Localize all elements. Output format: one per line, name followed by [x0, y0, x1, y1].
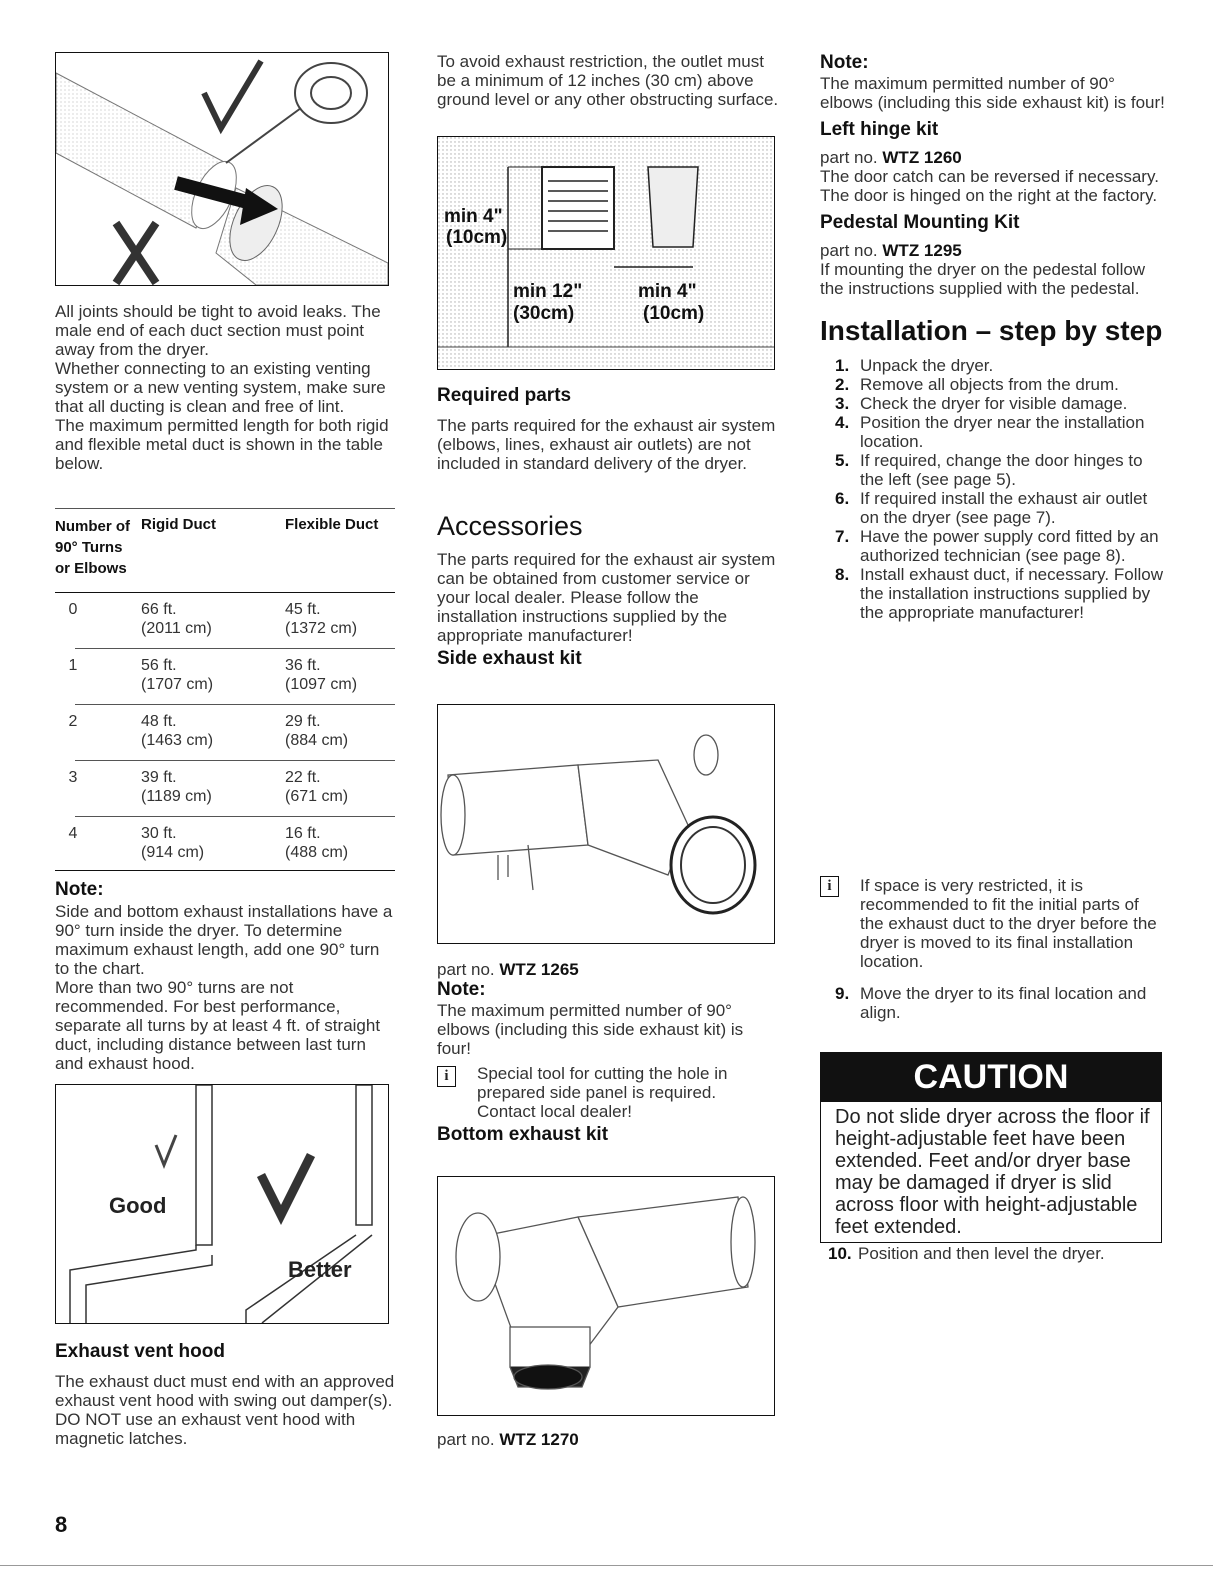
good-better-figure: [55, 1084, 389, 1324]
good-label: Good: [109, 1193, 167, 1218]
list-item: 4. Position the dryer near the installation location.: [835, 413, 1145, 451]
10cm-right-label: (10cm): [643, 303, 705, 324]
installation-steps: [820, 356, 1165, 622]
min4-right-label: min 4": [638, 281, 697, 302]
left-hinge-text: The door catch can be reversed if necessary. The door is hinged on the right at the factory.: [820, 167, 1159, 205]
check-mark-small-icon: [156, 1135, 176, 1165]
table-top-rule: [55, 508, 395, 509]
bottom-exhaust-kit-heading: Bottom exhaust kit: [437, 1124, 609, 1145]
note-label-right: Note:: [820, 52, 869, 73]
left-hinge-kit-heading: Left hinge kit: [820, 119, 939, 140]
min12-label: min 12": [513, 281, 583, 302]
info-icon: i: [437, 1066, 456, 1087]
max-length-text: The maximum permitted length for both rigid and flexible metal duct is shown in the table below.: [55, 416, 389, 473]
exhaust-vent-hood-heading: Exhaust vent hood: [55, 1341, 225, 1362]
required-parts-text: The parts required for the exhaust air system (elbows, lines, exhaust air outlets) are not included in standard delivery of the dryer.: [437, 416, 776, 473]
caution-header: CAUTION: [820, 1052, 1162, 1102]
bottom-part-number: part no. WTZ 1270: [437, 1430, 579, 1449]
list-item: 10. Position and then level the dryer.: [828, 1244, 1105, 1263]
list-item: 9. Move the dryer to its final location and align.: [835, 984, 1147, 1022]
min4-top-label: min 4": [444, 206, 503, 227]
list-item: 1. Unpack the dryer.: [835, 356, 994, 375]
side-exhaust-figure: [437, 704, 775, 944]
table-header-turns: Number of 90° Turns or Elbows: [55, 518, 130, 577]
installation-heading: Installation – step by step: [820, 315, 1163, 346]
caution-text: Do not slide dryer across the floor if height-adjustable feet have been extended. Feet and/or dryer base may be damaged if dryer is slid across floor with height-adjustable feet extended.: [820, 1102, 1162, 1243]
list-item: 7. Have the power supply cord fitted by an authorized technician (see page 8).: [835, 527, 1159, 565]
clearance-illustration: [438, 137, 774, 369]
joints-text: All joints should be tight to avoid leaks. The male end of each duct section must point away from the dryer.: [55, 302, 381, 359]
note-label: Note:: [55, 879, 104, 900]
turns-text: More than two 90° turns are not recommended. For best performance, separate all turns by at least 4 ft. of straight duct, including distance between last turn and exhaust hood.: [55, 978, 381, 1073]
bottom-rule: [0, 1565, 1213, 1566]
side-note-text: The maximum permitted number of 90° elbows (including this side exhaust kit) is four!: [437, 1001, 744, 1058]
list-item: 8. Install exhaust duct, if necessary. Follow the installation instructions supplied by the appropriate manufacturer!: [835, 565, 1163, 622]
note-text-right: The maximum permitted number of 90° elbows (including this side exhaust kit) is four!: [820, 74, 1165, 112]
side-exhaust-kit-heading: Side exhaust kit: [437, 648, 582, 669]
left-hinge-part-number: part no. WTZ 1260: [820, 148, 962, 167]
side-note-label: Note:: [437, 979, 486, 1000]
10cm-top-label: (10cm): [446, 227, 508, 248]
duct-joint-illustration: [56, 53, 388, 285]
bottom-exhaust-figure: [437, 1176, 775, 1416]
30cm-label: (30cm): [513, 303, 575, 324]
list-item: 5. If required, change the door hinges to the left (see page 5).: [835, 451, 1143, 489]
special-tool-text: Special tool for cutting the hole in prepared side panel is required. Contact local dealer!: [477, 1064, 728, 1121]
pedestal-text: If mounting the dryer on the pedestal follow the instructions supplied with the pedestal.: [820, 260, 1146, 298]
check-mark-large-icon: [261, 1155, 311, 1215]
duct-joint-figure: [55, 52, 389, 286]
list-item: 3. Check the dryer for visible damage.: [835, 394, 1128, 413]
side-part-number: part no. WTZ 1265: [437, 960, 579, 979]
exhaust-vent-hood-text: The exhaust duct must end with an approved exhaust vent hood with swing out damper(s). DO NOT use an exhaust vent hood with magnetic latches.: [55, 1372, 395, 1448]
space-restricted-text: If space is very restricted, it is recommended to fit the initial parts of the exhaust duct to the dryer before the dryer is moved to its final installation location.: [860, 876, 1157, 971]
bottom-exhaust-illustration: [438, 1177, 774, 1415]
better-label: Better: [288, 1257, 352, 1282]
existing-system-text: Whether connecting to an existing venting system or a new venting system, make sure that all ducting is clean and free of lint.: [55, 359, 386, 416]
accessories-heading: Accessories: [437, 511, 583, 541]
duct-length-table: Number of 90° Turns or Elbows Rigid Duct Flexible Duct 0 66 ft. (2011 cm) 45 ft. (1372 cm) 1 56 ft. (1707 cm) 36 ft. (1097 cm) 2 48 ft. (1463 cm) 29 ft. (884 cm) 3 39 ft. (1189 cm) 22 ft. (671 cm) 4 30 ft. (914 cm) 16 ft. (488 cm): [55, 516, 395, 876]
side-exhaust-illustration: [438, 705, 774, 943]
good-better-illustration: [56, 1085, 388, 1323]
page-number: 8: [55, 1512, 68, 1537]
list-item: 2. Remove all objects from the drum.: [835, 375, 1119, 394]
accessories-text: The parts required for the exhaust air system can be obtained from customer service or your local dealer. Please follow the installation instructions supplied by the appropriate manufacturer!: [437, 550, 776, 645]
clearance-figure: [437, 136, 775, 370]
table-header-flexible: Flexible Duct: [285, 516, 379, 533]
pedestal-kit-heading: Pedestal Mounting Kit: [820, 212, 1020, 233]
cross-mark-icon: [116, 223, 156, 283]
info-icon-right: i: [820, 876, 839, 897]
restriction-text: To avoid exhaust restriction, the outlet must be a minimum of 12 inches (30 cm) above ground level or any other obstructing surface.: [437, 52, 779, 109]
table-header-rigid: Rigid Duct: [141, 516, 216, 533]
check-mark-icon: [204, 61, 261, 128]
required-parts-heading: Required parts: [437, 385, 572, 406]
note-text: Side and bottom exhaust installations have a 90° turn inside the dryer. To determine maximum exhaust length, add one 90° turn to the chart.: [55, 902, 393, 978]
list-item: 6. If required install the exhaust air outlet on the dryer (see page 7).: [835, 489, 1148, 527]
pedestal-part-number: part no. WTZ 1295: [820, 241, 962, 260]
